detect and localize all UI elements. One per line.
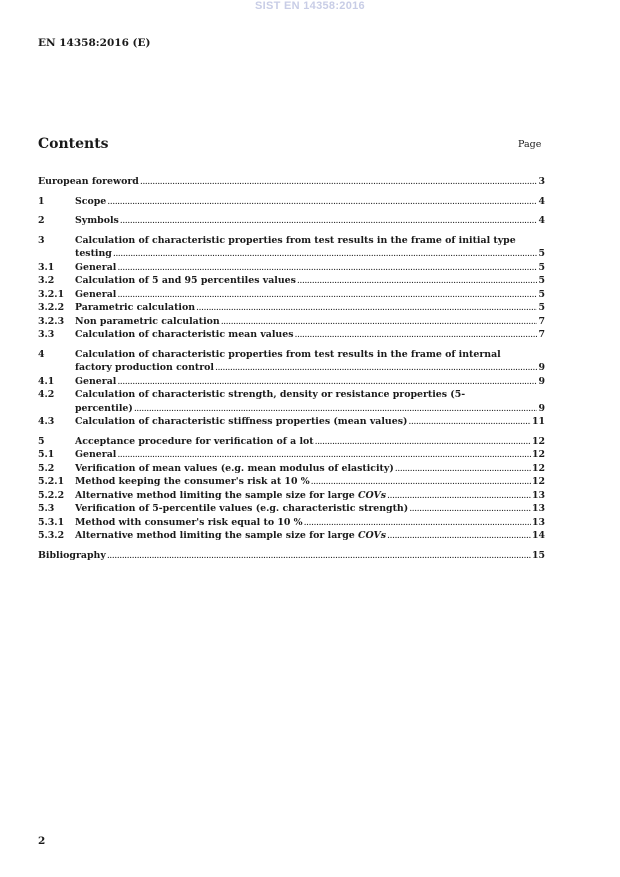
toc-number: 4.2 xyxy=(38,389,55,400)
toc-page: 5 xyxy=(538,275,545,286)
toc-title-line1: Calculation of characteristic properties from test results in the frame of initial type xyxy=(75,234,516,246)
toc-title: Symbols xyxy=(75,215,119,226)
toc-entry-bibliography[interactable] xyxy=(38,549,545,563)
dot-leader xyxy=(387,489,531,503)
toc-number: 3.2.1 xyxy=(38,288,65,300)
toc-title: Calculation of characteristic stiffness properties (mean values) xyxy=(75,416,408,427)
toc-page: 5 xyxy=(538,288,545,300)
toc-page: 13 xyxy=(531,489,545,501)
toc-title: Acceptance procedure for verification of a lot xyxy=(75,435,314,447)
toc-title xyxy=(75,489,386,503)
toc-entry-2[interactable] xyxy=(38,214,545,228)
toc-title: General xyxy=(75,261,117,273)
toc-title: Bibliography xyxy=(38,549,106,561)
toc-title: Method with consumer's risk equal to 10 % xyxy=(75,516,303,528)
dot-leader xyxy=(387,529,531,543)
toc-entry-5-3-2[interactable] xyxy=(38,529,545,543)
toc-entry-4-1[interactable] xyxy=(38,375,545,389)
toc-title: Scope xyxy=(75,195,107,207)
dot-leader xyxy=(117,288,537,302)
dot-leader xyxy=(113,247,538,261)
toc-number: 4.3 xyxy=(38,416,55,427)
dot-leader xyxy=(117,448,531,462)
toc-number: 5.2.2 xyxy=(38,489,65,501)
toc-page: 4 xyxy=(538,215,545,226)
toc-title: General xyxy=(75,449,117,460)
page-number: 2 xyxy=(38,835,46,847)
toc-entry-3-2[interactable] xyxy=(38,274,545,288)
toc-page: 5 xyxy=(538,248,545,259)
toc-page: 12 xyxy=(531,449,545,460)
toc-entry-3-1[interactable] xyxy=(38,261,545,275)
toc-number: 3.3 xyxy=(38,329,55,340)
toc-number: 3.2.2 xyxy=(38,302,65,313)
toc-entry-1[interactable] xyxy=(38,195,545,209)
toc-title xyxy=(75,529,386,543)
toc-entry-5-3-1[interactable] xyxy=(38,516,545,530)
toc-entry-5-1[interactable] xyxy=(38,448,545,462)
toc-title: Parametric calculation xyxy=(75,302,196,313)
toc-title: General xyxy=(75,375,117,387)
dot-leader xyxy=(107,549,531,563)
dot-leader xyxy=(140,175,538,189)
page-column-label: Page xyxy=(518,139,542,150)
toc-page: 13 xyxy=(531,503,545,514)
toc-number: 5 xyxy=(38,435,45,447)
toc-title-text: Alternative method limiting the sample size for large xyxy=(75,530,358,541)
dot-leader xyxy=(120,214,538,228)
toc-entry-5-2[interactable] xyxy=(38,462,545,476)
dot-leader xyxy=(221,315,538,329)
toc-number: 5.3.1 xyxy=(38,516,65,528)
dot-leader xyxy=(311,475,531,489)
toc-number: 5.2 xyxy=(38,462,55,474)
toc-entry-5-2-2[interactable] xyxy=(38,489,545,503)
toc-title: Calculation of characteristic mean values xyxy=(75,329,294,340)
toc-entry-foreword[interactable] xyxy=(38,175,545,189)
toc-title-line1: Calculation of characteristic strength, density or resistance properties (5- xyxy=(75,389,466,400)
toc-title-italic: COVs xyxy=(358,530,387,541)
document-id: EN 14358:2016 (E) xyxy=(38,37,151,49)
toc-entry-3-2-2[interactable] xyxy=(38,301,545,315)
toc-title: General xyxy=(75,288,117,300)
toc-entry-3-3[interactable] xyxy=(38,328,545,342)
toc-title-line2: percentile) xyxy=(75,402,133,414)
toc-title-italic: COVs xyxy=(358,489,387,501)
contents-heading: Contents xyxy=(38,136,109,152)
toc-number: 5.2.1 xyxy=(38,476,65,487)
toc-number: 4 xyxy=(38,348,45,360)
watermark: SIST EN 14358:2016 xyxy=(255,0,365,12)
toc-entry-4[interactable] xyxy=(38,348,545,375)
toc-page: 13 xyxy=(531,516,545,528)
dot-leader xyxy=(117,261,537,275)
toc-page: 12 xyxy=(531,462,545,474)
dot-leader xyxy=(315,435,531,449)
dot-leader xyxy=(117,375,537,389)
toc-entry-5-3[interactable] xyxy=(38,502,545,516)
dot-leader xyxy=(297,274,538,288)
toc-page: 9 xyxy=(538,362,545,373)
toc-page: 4 xyxy=(538,195,545,207)
toc-entry-5-2-1[interactable] xyxy=(38,475,545,489)
toc-number: 4.1 xyxy=(38,375,55,387)
toc-entry-4-2[interactable] xyxy=(38,388,545,415)
toc-page: 7 xyxy=(538,329,545,340)
toc-number: 3 xyxy=(38,234,45,246)
dot-leader xyxy=(304,516,531,530)
toc-number: 3.2.3 xyxy=(38,315,65,327)
toc-page: 14 xyxy=(531,530,545,541)
toc-page: 11 xyxy=(531,416,545,427)
dot-leader xyxy=(395,462,531,476)
toc-entry-3-2-3[interactable] xyxy=(38,315,545,329)
toc-title: Method keeping the consumer's risk at 10 % xyxy=(75,476,310,487)
toc-number: 5.1 xyxy=(38,449,55,460)
toc-number: 5.3.2 xyxy=(38,530,65,541)
toc-page: 15 xyxy=(531,549,545,561)
toc-title: Calculation of 5 and 95 percentiles values xyxy=(75,275,296,286)
toc-page: 5 xyxy=(538,261,545,273)
toc-page: 3 xyxy=(538,176,545,187)
toc-page: 9 xyxy=(538,375,545,387)
table-of-contents xyxy=(38,175,545,562)
toc-title: Non parametric calculation xyxy=(75,315,220,327)
toc-title: Verification of 5-percentile values (e.g. characteristic strength) xyxy=(75,503,409,514)
toc-page: 12 xyxy=(531,476,545,487)
toc-number: 2 xyxy=(38,215,45,226)
dot-leader xyxy=(294,328,537,342)
toc-page: 9 xyxy=(538,402,545,414)
toc-page: 12 xyxy=(531,435,545,447)
dot-leader xyxy=(409,502,531,516)
dot-leader xyxy=(408,415,531,429)
toc-title-line2: testing xyxy=(75,248,112,259)
toc-page: 7 xyxy=(538,315,545,327)
toc-number: 5.3 xyxy=(38,503,55,514)
dot-leader xyxy=(134,402,538,416)
toc-title-text: Alternative method limiting the sample size for large xyxy=(75,489,358,501)
toc-entry-3[interactable] xyxy=(38,234,545,261)
toc-entry-3-2-1[interactable] xyxy=(38,288,545,302)
dot-leader xyxy=(107,195,537,209)
toc-number: 3.1 xyxy=(38,261,55,273)
toc-entry-5[interactable] xyxy=(38,435,545,449)
toc-title-line2: factory production control xyxy=(75,362,214,373)
toc-title-line1: Calculation of characteristic properties from test results in the frame of internal xyxy=(75,348,501,360)
toc-number: 3.2 xyxy=(38,275,55,286)
toc-number: 1 xyxy=(38,195,45,207)
dot-leader xyxy=(215,361,538,375)
toc-page: 5 xyxy=(538,302,545,313)
toc-title: Verification of mean values (e.g. mean modulus of elasticity) xyxy=(75,462,394,474)
dot-leader xyxy=(196,301,537,315)
toc-title: European foreword xyxy=(38,176,139,187)
toc-entry-4-3[interactable] xyxy=(38,415,545,429)
